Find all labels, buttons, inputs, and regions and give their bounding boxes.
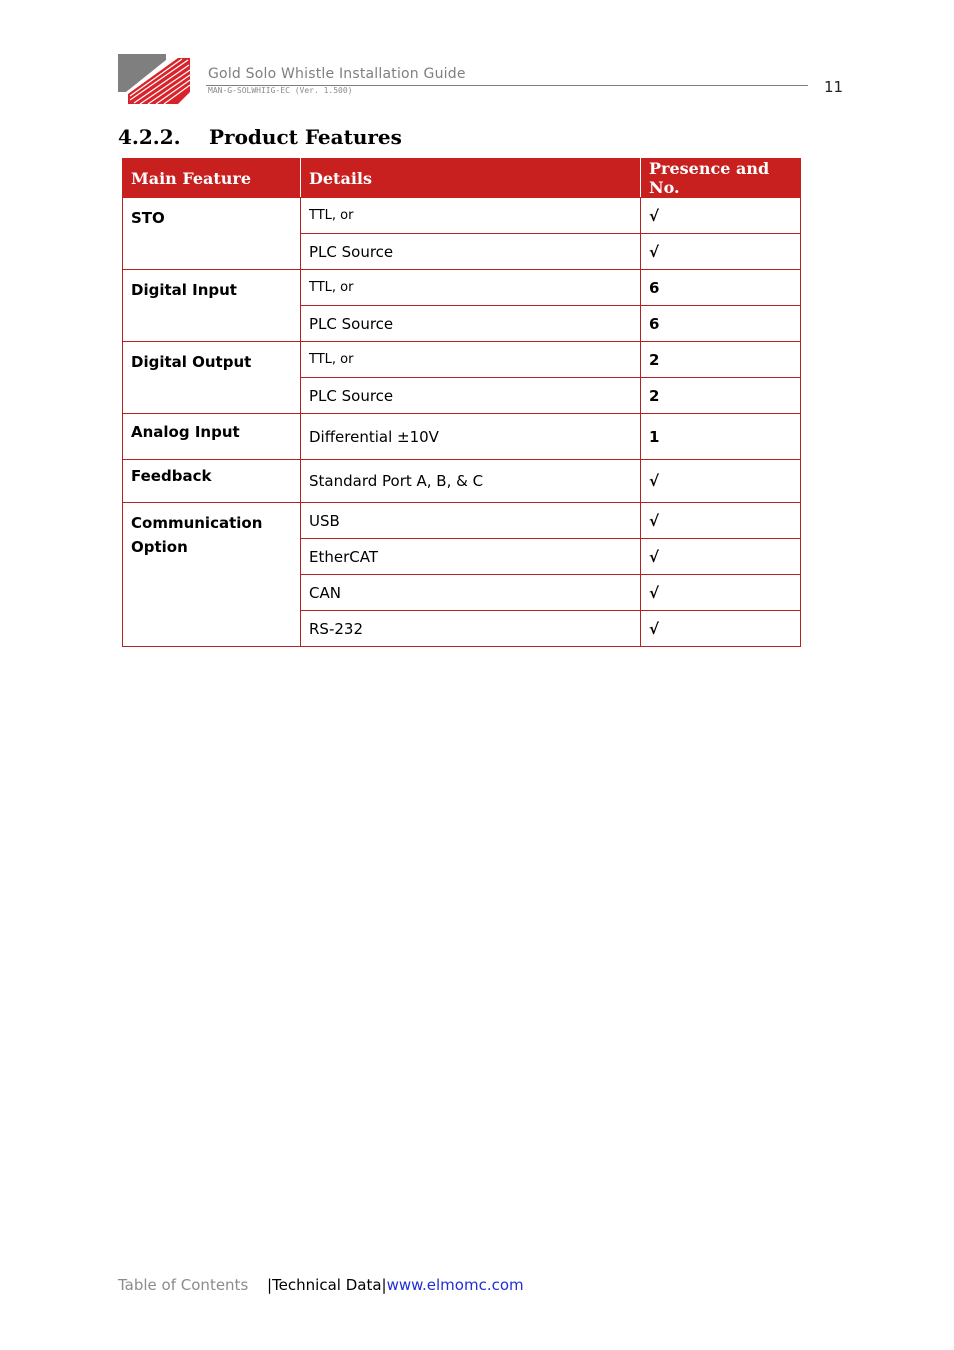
table-row [123,503,801,539]
feature-cell: Digital Output [123,342,301,414]
page-number: 11 [824,78,844,96]
table-row [123,460,801,503]
feature-cell: Analog Input [123,414,301,460]
table-row [123,342,801,378]
details-cell: USB [301,503,641,539]
elmo-logo-icon [118,54,190,104]
table-of-contents-link[interactable]: Table of Contents [118,1276,249,1294]
presence-cell: √ [641,234,801,270]
feature-cell: Digital Input [123,270,301,342]
presence-cell: 6 [641,270,801,306]
feature-cell: Feedback [123,460,301,503]
presence-cell: 2 [641,378,801,414]
table-row [123,270,801,306]
footer-separator: | [267,1276,273,1294]
details-cell: CAN [301,575,641,611]
column-header: Presence and No. [641,159,801,198]
presence-cell: 1 [641,414,801,460]
column-header: Details [301,159,641,198]
details-cell: PLC Source [301,306,641,342]
website-link[interactable]: www.elmomc.com [386,1276,524,1294]
table-row [123,198,801,234]
details-cell: Differential ±10V [301,414,641,460]
details-cell: TTL, or [301,270,641,306]
presence-cell: √ [641,198,801,234]
details-cell: Standard Port A, B, & C [301,460,641,503]
table-row [123,414,801,460]
presence-cell: √ [641,539,801,575]
details-cell: EtherCAT [301,539,641,575]
presence-cell: √ [641,611,801,647]
section-number: 4.2.2. [118,125,181,149]
details-cell: PLC Source [301,378,641,414]
product-features-table [122,158,801,647]
presence-cell: √ [641,460,801,503]
footer-section-label [267,1276,524,1294]
technical-data-label: Technical Data [272,1276,382,1294]
presence-cell: 6 [641,306,801,342]
feature-cell: STO [123,198,301,270]
page-footer [118,1276,524,1294]
header-doc-id: MAN-G-SOLWHIIG-EC (Ver. 1.500) [208,86,353,95]
header-title: Gold Solo Whistle Installation Guide [208,66,466,82]
details-cell: PLC Source [301,234,641,270]
section-title: Product Features [209,125,402,149]
footer-separator: | [381,1276,387,1294]
presence-cell: √ [641,503,801,539]
presence-cell: 2 [641,342,801,378]
details-cell: TTL, or [301,342,641,378]
presence-cell: √ [641,575,801,611]
details-cell: RS-232 [301,611,641,647]
table-header-row [123,159,801,198]
details-cell: TTL, or [301,198,641,234]
column-header: Main Feature [123,159,301,198]
feature-cell: Communication Option [123,503,301,647]
